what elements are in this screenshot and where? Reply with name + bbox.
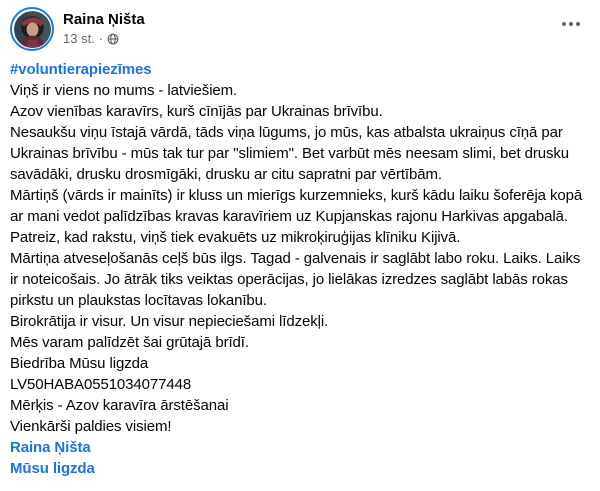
post-paragraph: Birokrātija ir visur. Un visur nepieciešami līdzekļi.: [10, 313, 329, 330]
post-header-info: [63, 7, 145, 47]
post-content: [10, 59, 590, 479]
organization-link[interactable]: Mūsu ligzda: [10, 460, 95, 477]
post-paragraph: Mēs varam palīdzēt šai grūtajā brīdī.: [10, 334, 249, 351]
organization-link-line: [10, 458, 590, 479]
hashtag-link[interactable]: #voluntierapiezīmes: [10, 61, 152, 78]
post-paragraph: Nesaukšu viņu īstajā vārdā, tāds viņa lūgums, jo mūs, kas atbalsta ukraiņus cīņā par Ukrainas brīvību - mūs tak tur par "slimiem". Bet varbūt mēs neesam slimi, bet drusku savādāki, drusku drosmīgāki, drusku ar citu sapratni par vērtībām.: [10, 124, 570, 183]
author-profile-link[interactable]: Raina Ņišta: [10, 439, 91, 456]
post-paragraph: Mārtiņa atveseļošanās ceļš būs ilgs. Tagad - galvenais ir saglābt labo roku. Laiks. Laiks ir noteicošais. Jo ātrāk tiks veiktas operācijas, jo lielākas izredzes saglābt labās rokas pirkstu un plaukstas locītavas lokanību.: [10, 250, 581, 309]
globe-icon: [107, 33, 119, 45]
post-paragraph: Biedrība Mūsu ligzda: [10, 355, 149, 372]
three-dots-icon: [562, 22, 566, 26]
post-paragraph: Mārtiņš (vārds ir mainīts) ir kluss un mierīgs kurzemnieks, kurš kādu laiku šoferēja kopā ar mani vedot palīdzības kravas karavīriem uz Kupjanskas rajonu Harkivas apgabalā.: [10, 187, 583, 225]
post-paragraph: LV50HABA0551034077448: [10, 376, 192, 393]
post-header: [10, 7, 590, 51]
post-paragraph: Patreiz, kad rakstu, viņš tiek evakuēts uz mikroķiruģijas klīniku Kijivā.: [10, 229, 461, 246]
meta-separator: ·: [98, 31, 104, 46]
post-paragraph: Mērķis - Azov karavīra ārstēšanai: [10, 397, 229, 414]
author-name[interactable]: Raina Ņišta: [63, 11, 145, 28]
post-paragraph: Azov vienības karavīrs, kurš cīnījās par Ukrainas brīvību.: [10, 103, 383, 120]
post-options-button[interactable]: [556, 16, 586, 32]
avatar[interactable]: [10, 7, 54, 51]
post-meta: [63, 30, 145, 47]
author-link-line: [10, 437, 590, 458]
post-paragraph: Vienkārši paldies visiem!: [10, 418, 172, 435]
avatar-image: [14, 11, 51, 48]
hashtag-line: [10, 59, 590, 80]
post-paragraph: Viņš ir viens no mums - latviešiem.: [10, 82, 238, 99]
post-timestamp[interactable]: 13 st.: [63, 31, 95, 46]
